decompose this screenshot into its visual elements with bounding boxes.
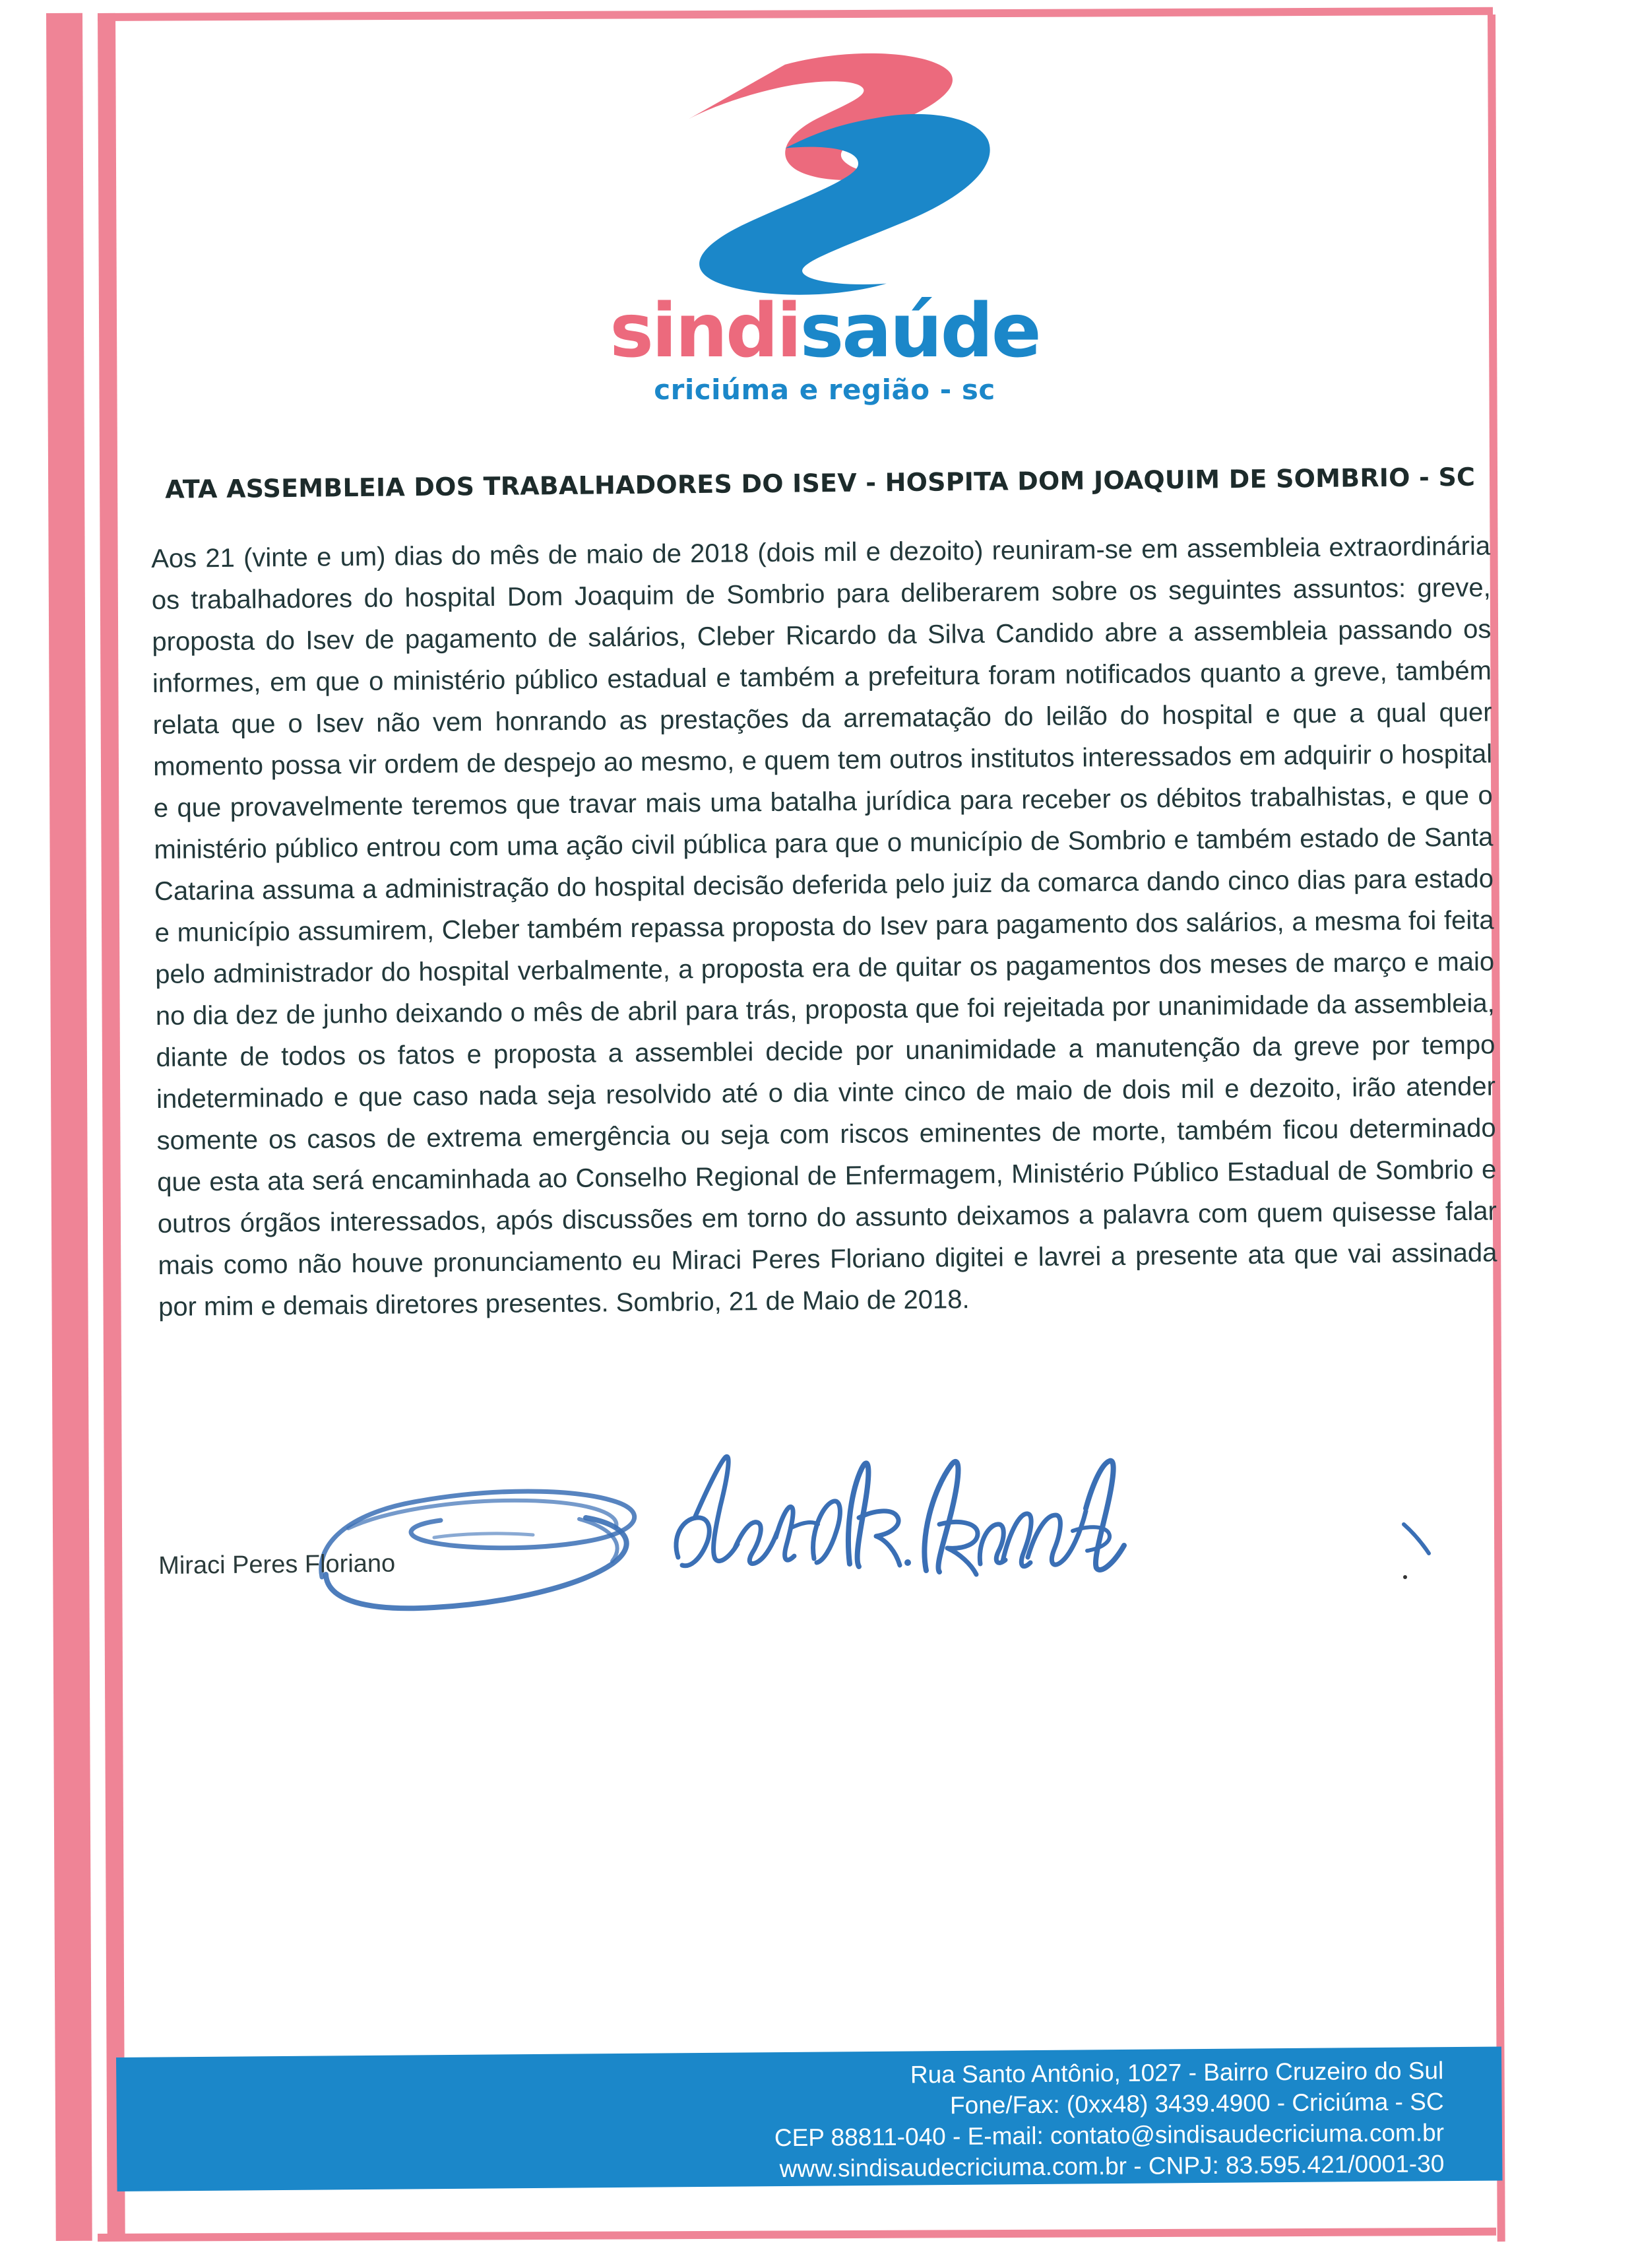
- border-line-top: [98, 7, 1493, 21]
- signatory-name: Miraci Peres Floriano: [158, 1549, 396, 1580]
- logo-word-saude: saúde: [800, 288, 1040, 374]
- border-bar-thin-left: [98, 13, 125, 2241]
- footer-line-email: CEP 88811-040 - E-mail: contato@sindisaudecriciuma.com.br: [774, 2119, 1445, 2152]
- document-content: [150, 463, 1497, 1328]
- footer-contact-lines: [774, 2055, 1445, 2184]
- signature-area: [150, 1445, 1490, 1617]
- border-bar-thick-left: [46, 13, 92, 2241]
- swoosh-logo-icon: [620, 40, 1029, 297]
- organization-logo: [488, 40, 1161, 436]
- contact-footer: [116, 2047, 1503, 2191]
- document-body-text: Aos 21 (vinte e um) dias do mês de maio de 2018 (dois mil e dezoito) reuniram-se em assembleia extraordinária os trabalhadores do hospital Dom Joaquim de Sombrio para deliberarem sobre os seguintes assuntos: greve, proposta do Isev de pagamento de salários, Cleber Ricardo da Silva Candido abre a assembleia passando os informes, em que o ministério público estadual e também a prefeitura foram notificados quanto a greve, também relata que o Isev não vem honrando as prestações da arrematação do leilão do hospital e que a qual quer momento possa vir ordem de despejo ao mesmo, e quem tem outros institutos interessados em adquirir o hospital e que provavelmente teremos que travar mais uma batalha jurídica para receber os débitos trabalhistas, e que o ministério público entrou com uma ação civil pública para que o município de Sombrio e também estado de Santa Catarina assuma a administração do hospital decisão deferida pelo juiz da comarca dando cinco dias para estado e município assumirem, Cleber também repassa proposta do Isev para pagamento dos salários, a mesma foi feita pelo administrador do hospital verbalmente, a proposta era de quitar os pagamentos dos meses de março e maio no dia dez de junho deixando o mês de abril para trás, proposta que foi rejeitada por unanimidade da assembleia, diante de todos os fatos e proposta a assemblei decide por unanimidade a manutenção da greve por tempo indeterminado e que caso nada seja resolvido até o dia vinte cinco de maio de dois mil e dezoito, irão atender somente os casos de extrema emergência ou seja com riscos eminentes de morte, também ficou determinado que esta ata será encaminhada ao Conselho Regional de Enfermagem, Ministério Público Estadual de Sombrio e outros órgãos interessados, após discussões em torno do assunto deixamos a palavra com quem quisesse falar mais como não houve pronunciamento eu Miraci Peres Floriano digitei e lavrei a presente ata que vai assinada por mim e demais diretores presentes. Sombrio, 21 de Maio de 2018.: [151, 531, 1497, 1322]
- footer-line-phone: Fone/Fax: (0xx48) 3439.4900 - Criciúma - SC: [949, 2088, 1444, 2120]
- handwritten-signature-icon: [150, 1445, 1490, 1617]
- footer-line-address: Rua Santo Antônio, 1027 - Bairro Cruzeiro do Sul: [910, 2057, 1444, 2089]
- logo-tagline: criciúma e região - sc: [654, 373, 995, 406]
- document-title: ATA ASSEMBLEIA DOS TRABALHADORES DO ISEV - HOSPITA DOM JOAQUIM DE SOMBRIO - SC: [164, 462, 1476, 504]
- border-line-bottom: [98, 2228, 1496, 2242]
- footer-line-website: www.sindisaudecriciuma.com.br - CNPJ: 83.595.421/0001-30: [779, 2150, 1445, 2183]
- logo-wordmark: [488, 288, 1161, 374]
- logo-word-sindi: sindi: [610, 288, 800, 374]
